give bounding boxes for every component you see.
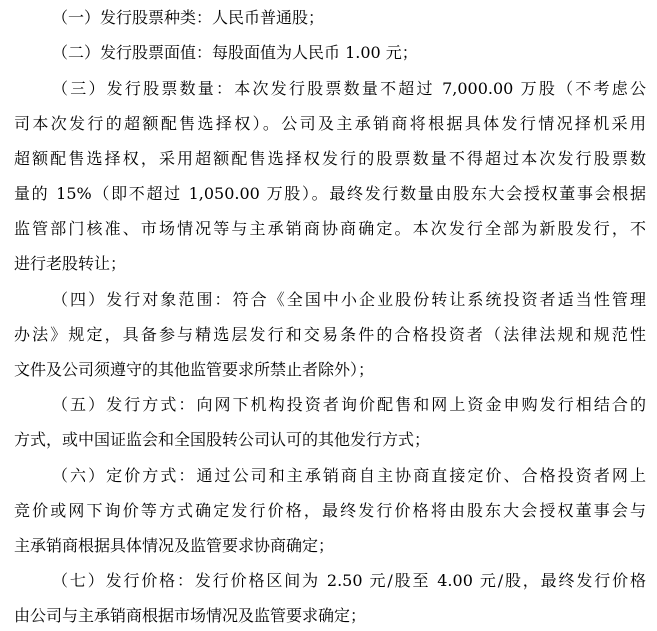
text-line-11: 文件及公司须遵守的其他监管要求所禁止者除外）； — [14, 360, 375, 379]
text-line-18: 由公司与主承销商根据市场情况及监管要求确定； — [14, 606, 367, 625]
text-line-9: （四）发行对象范围：符合《全国中小企业股份转让系统投资者适当性管理 — [52, 290, 646, 309]
text-line-13: 方式，或中国证监会和全国股转公司认可的其他发行方式； — [14, 430, 431, 449]
text-line-16: 主承销商根据具体情况及监管要求协商确定； — [14, 536, 335, 555]
text-line-7: 监管部门核准、市场情况等与主承销商协商确定。本次发行全部为新股发行，不 — [14, 219, 646, 238]
text-line-5: 超额配售选择权，采用超额配售选择权发行的股票数量不得超过本次发行股票数 — [14, 149, 646, 168]
text-line-6: 量的 15%（即不超过 1,050.00 万股）。最终发行数量由股东大会授权董事会根据 — [14, 184, 646, 203]
text-line-15: 竞价或网下询价等方式确定发行价格，最终发行价格将由股东大会授权董事会与 — [14, 501, 646, 520]
text-line-1: （一）发行股票种类：人民币普通股； — [52, 8, 325, 27]
text-line-17: （七）发行价格：发行价格区间为 2.50 元/股至 4.00 元/股，最终发行价格 — [52, 571, 646, 590]
text-line-4: 司本次发行的超额配售选择权）。公司及主承销商将根据具体发行情况择机采用 — [14, 114, 646, 133]
text-line-2: （二）发行股票面值：每股面值为人民币 1.00 元； — [52, 43, 418, 62]
text-line-12: （五）发行方式：向网下机构投资者询价配售和网上资金申购发行相结合的 — [52, 395, 646, 414]
text-line-10: 办法》规定，具备参与精选层发行和交易条件的合格投资者（法律法规和规范性 — [14, 325, 646, 344]
text-line-14: （六）定价方式：通过公司和主承销商自主协商直接定价、合格投资者网上 — [52, 466, 646, 485]
text-line-3: （三）发行股票数量：本次发行股票数量不超过 7,000.00 万股（不考虑公 — [52, 79, 646, 98]
text-line-8: 进行老股转让； — [14, 254, 127, 273]
